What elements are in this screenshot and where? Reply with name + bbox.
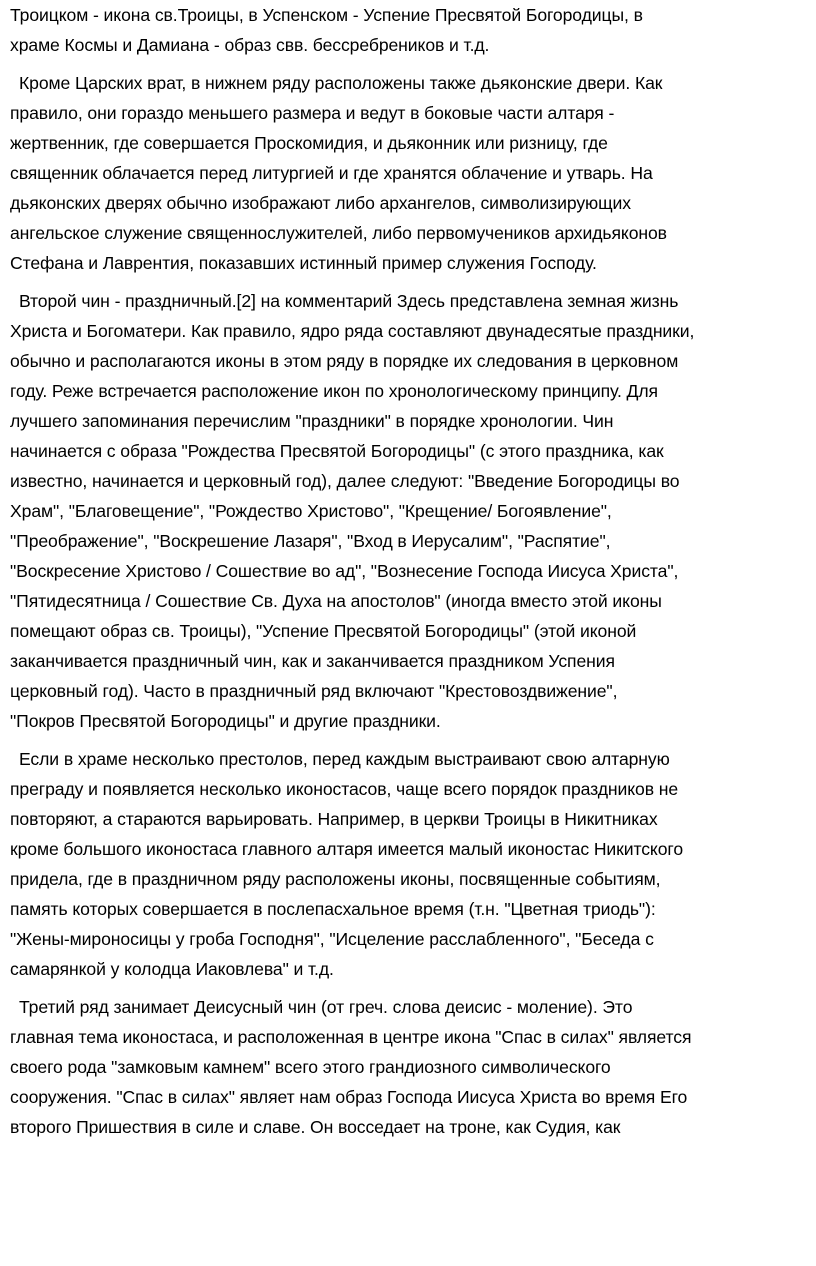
text-line: храме Космы и Дамиана - образ свв. бессребреников и т.д. xyxy=(10,35,490,55)
text-line: жертвенник, где совершается Проскомидия, и дьяконник или ризницу, где xyxy=(10,133,608,153)
text-line: второго Пришествия в силе и славе. Он восседает на троне, как Судия, как xyxy=(10,1117,621,1137)
text-line: память которых совершается в послепасхальное время (т.н. "Цветная триодь"): xyxy=(10,899,656,919)
text-line: Третий ряд занимает Деисусный чин (от греч. слова деисис - моление). Это xyxy=(19,997,633,1017)
text-line: своего рода "замковым камнем" всего этого грандиозного символического xyxy=(10,1057,611,1077)
text-line: "Пятидесятница / Сошествие Св. Духа на апостолов" (иногда вместо этой иконы xyxy=(10,591,662,611)
text-line: известно, начинается и церковный год), далее следуют: "Введение Богородицы во xyxy=(10,471,680,491)
text-line: Троицком - икона св.Троицы, в Успенском - Успение Пресвятой Богородицы, в xyxy=(10,5,643,25)
text-line: "Воскресение Христово / Сошествие во ад", "Вознесение Господа Иисуса Христа", xyxy=(10,561,679,581)
text-line: сооружения. "Спас в силах" являет нам образ Господа Иисуса Христа во время Его xyxy=(10,1087,688,1107)
paragraph-continuation xyxy=(10,0,810,60)
text-line: правило, они гораздо меньшего размера и ведут в боковые части алтаря - xyxy=(10,103,615,123)
text-line: Если в храме несколько престолов, перед каждым выстраивают свою алтарную xyxy=(19,749,670,769)
text-line: главная тема иконостаса, и расположенная в центре икона "Спас в силах" является xyxy=(10,1027,692,1047)
text-line: "Преображение", "Воскрешение Лазаря", "Вход в Иерусалим", "Распятие", xyxy=(10,531,611,551)
text-line: заканчивается праздничный чин, как и заканчивается праздником Успения xyxy=(10,651,615,671)
text-line: помещают образ св. Троицы), "Успение Пресвятой Богородицы" (этой иконой xyxy=(10,621,637,641)
paragraph-deacon-doors xyxy=(10,68,810,278)
text-line: преграду и появляется несколько иконостасов, чаще всего порядок праздников не xyxy=(10,779,679,799)
text-line: церковный год). Часто в праздничный ряд включают "Крестовоздвижение", xyxy=(10,681,618,701)
text-line: дьяконских дверях обычно изображают либо архангелов, символизирующих xyxy=(10,193,631,213)
paragraph-deesis-row xyxy=(10,992,810,1142)
text-line: ангельское служение священнослужителей, либо первомучеников архидьяконов xyxy=(10,223,667,243)
text-line: повторяют, а стараются варьировать. Например, в церкви Троицы в Никитниках xyxy=(10,809,658,829)
text-line: Христа и Богоматери. Как правило, ядро ряда составляют двунадесятые праздники, xyxy=(10,321,695,341)
text-line: Кроме Царских врат, в нижнем ряду расположены также дьяконские двери. Как xyxy=(19,73,663,93)
text-line: "Покров Пресвятой Богородицы" и другие праздники. xyxy=(10,711,441,731)
text-line: Храм", "Благовещение", "Рождество Христово", "Крещение/ Богоявление", xyxy=(10,501,612,521)
text-line: начинается с образа "Рождества Пресвятой Богородицы" (с этого праздника, как xyxy=(10,441,664,461)
paragraph-festal-row xyxy=(10,286,810,736)
text-line: Стефана и Лаврентия, показавших истинный пример служения Господу. xyxy=(10,253,597,273)
text-line: кроме большого иконостаса главного алтаря имеется малый иконостас Никитского xyxy=(10,839,684,859)
text-line: самарянкой у колодца Иаковлева" и т.д. xyxy=(10,959,334,979)
text-line: обычно и располагаются иконы в этом ряду в порядке их следования в церковном xyxy=(10,351,679,371)
text-line: "Жены-мироносицы у гроба Господня", "Исцеление расслабленного", "Беседа с xyxy=(10,929,654,949)
text-line: лучшего запоминания перечислим "праздники" в порядке хронологии. Чин xyxy=(10,411,614,431)
text-line: Второй чин - праздничный.[2] на комментарий Здесь представлена земная жизнь xyxy=(19,291,679,311)
text-line: священник облачается перед литургией и где хранятся облачение и утварь. На xyxy=(10,163,653,183)
text-line: придела, где в праздничном ряду расположены иконы, посвященные событиям, xyxy=(10,869,661,889)
text-line: году. Реже встречается расположение икон по хронологическому принципу. Для xyxy=(10,381,658,401)
paragraph-multiple-altars xyxy=(10,744,810,984)
